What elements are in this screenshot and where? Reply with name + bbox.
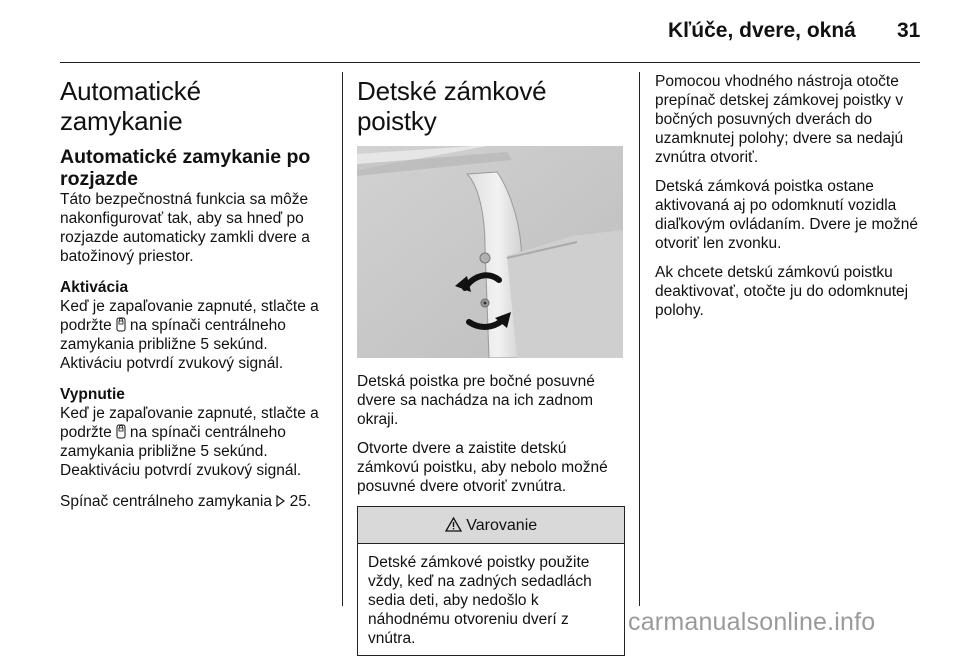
- activation-text: Keď je zapaľovanie zapnuté, stlačte a podržte na spínači centrálneho zamykania približne 5 sekúnd. Aktiváciu potvrdí zvukový signál.: [60, 298, 319, 372]
- lock-icon: [116, 317, 130, 333]
- warning-icon: [445, 517, 466, 534]
- section-heading: Automatické zamykanie: [60, 76, 201, 136]
- lock-icon: [116, 424, 130, 440]
- column-divider: [639, 72, 640, 606]
- page-number: 31: [897, 19, 921, 42]
- instruction-text: Otvorte dvere a zaistite detskú zámkovú poistku, aby nebolo možné posuvné dvere otvoriť zvnútra.: [357, 440, 608, 495]
- intro-text: Táto bezpečnostná funkcia sa môže nakonfigurovať tak, aby sa hneď po rozjazde automaticky zamkli dvere a batožinový priestor.: [60, 191, 310, 265]
- deactivation-title: Vypnutie: [60, 386, 125, 403]
- paragraph: Detská zámková poistka ostane aktivovaná aj po odomknutí vozidla diaľkovým ovládaním. Dvere je možné otvoriť len zvonku.: [655, 178, 918, 252]
- deactivation-text: Keď je zapaľovanie zapnuté, stlačte a podržte na spínači centrálneho zamykania približne 5 sekúnd. Deaktiváciu potvrdí zvukový signál.: [60, 405, 319, 479]
- paragraph: Pomocou vhodného nástroja otočte prepínač detskej zámkovej poistky v bočných posuvných dverách do uzamknutej polohy; dvere sa nedajú zvnútra otvoriť.: [655, 73, 904, 166]
- section-heading: Detské zámkové poistky: [357, 76, 547, 136]
- warning-text: Detské zámkové poistky použite vždy, keď na zadných sedadlách sedia deti, aby nedošlo k náhodnému otvoreniu dverí z vnútra.: [368, 554, 592, 647]
- warning-header: [358, 507, 624, 544]
- warning-box: [357, 506, 625, 656]
- subsection-heading: Automatické zamykanie po rozjazde: [60, 146, 311, 190]
- column-child-locks: [357, 72, 625, 656]
- paragraph: Ak chcete detskú zámkovú poistku deaktivovať, otočte ju do odomknutej polohy.: [655, 264, 909, 319]
- column-automatic-locking: [60, 72, 330, 521]
- activation-title: Aktivácia: [60, 279, 129, 296]
- warning-title: Varovanie: [466, 517, 538, 534]
- child-lock-illustration: [357, 146, 623, 358]
- column-divider: [342, 72, 343, 606]
- page-reference: Spínač centrálneho zamykania 25.: [60, 493, 312, 510]
- header-divider: [60, 62, 920, 63]
- page-reference-icon: [276, 493, 289, 510]
- section-title: Kľúče, dvere, okná: [668, 19, 856, 42]
- figure-caption: Detská poistka pre bočné posuvné dvere sa nachádza na ich zadnom okraji.: [357, 373, 595, 428]
- watermark: carmanualsonline.info: [628, 608, 876, 636]
- column-child-locks-continued: [655, 72, 927, 330]
